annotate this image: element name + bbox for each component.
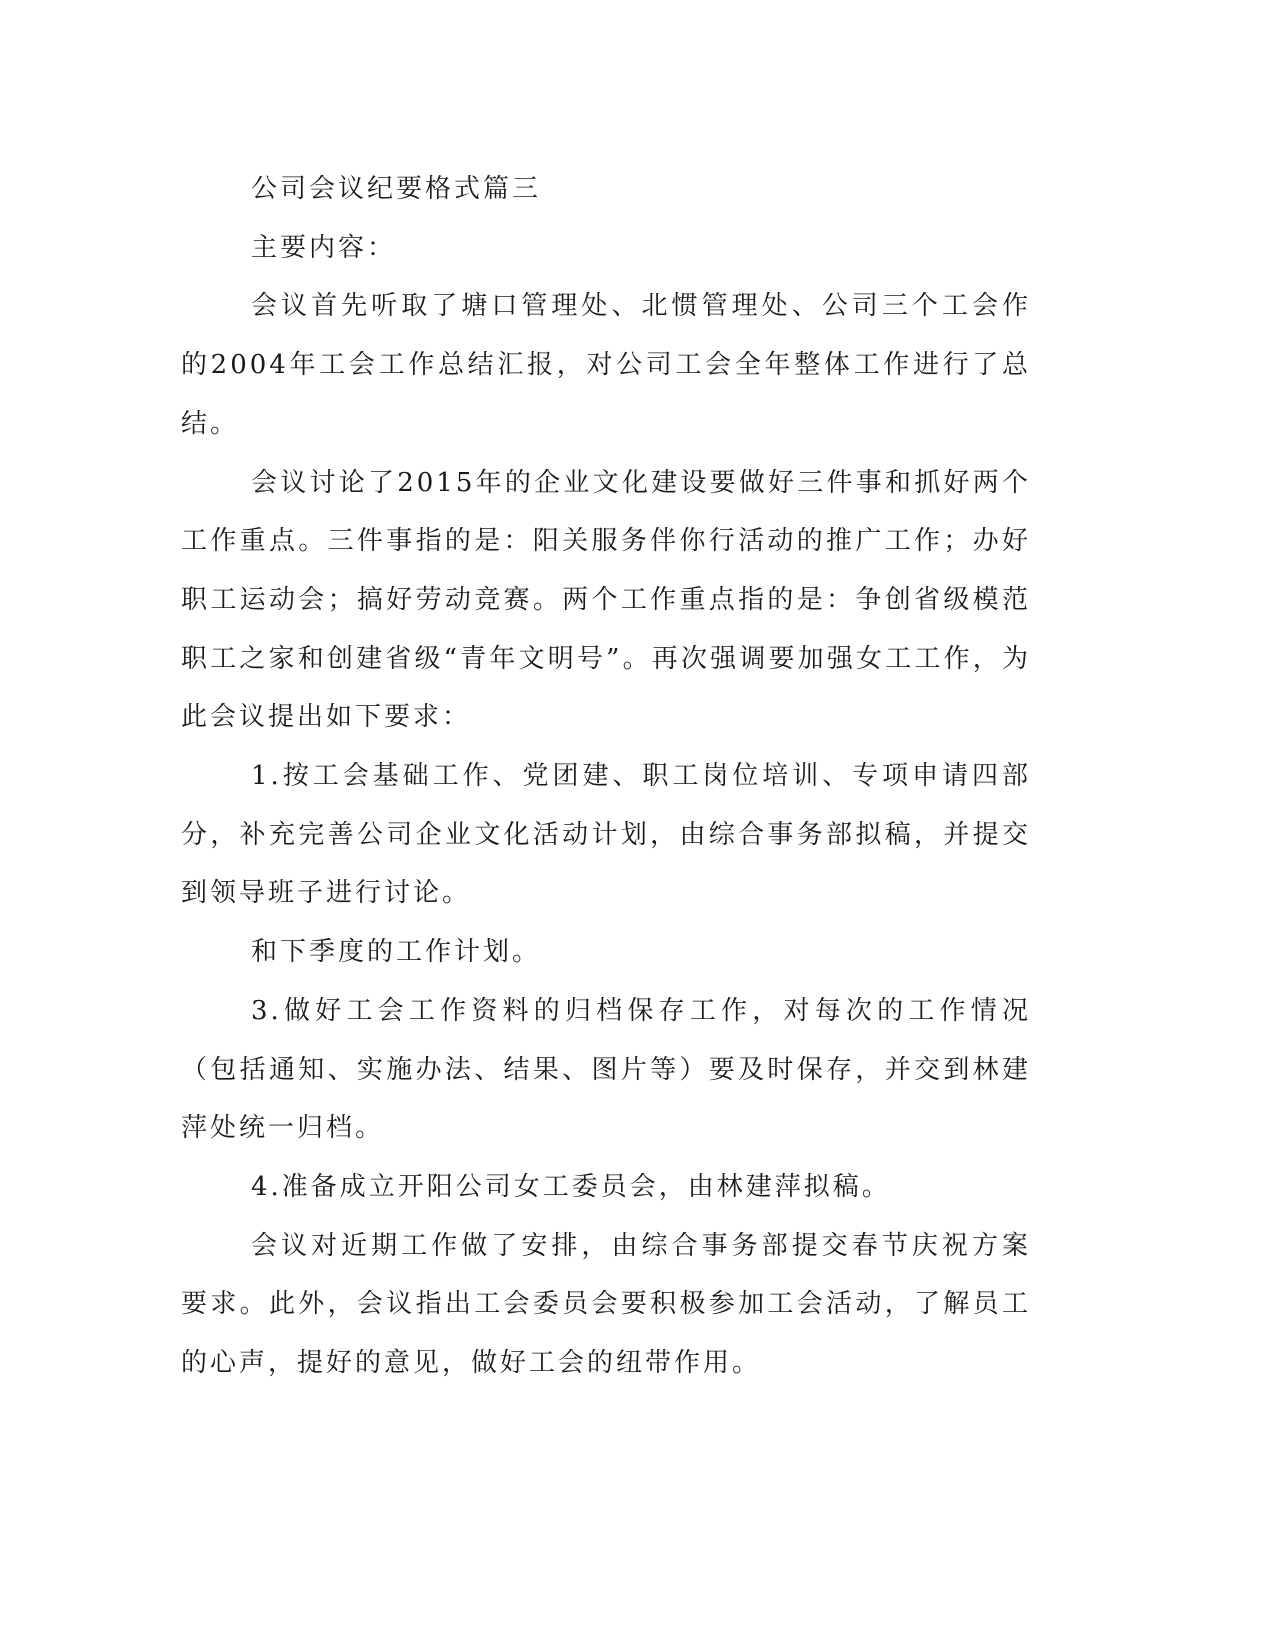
paragraph-summary-report: 会议首先听取了塘口管理处、北惯管理处、公司三个工会作的2004年工会工作总结汇报，对公司工会全年整体工作进行了总结。 (181, 291, 1031, 439)
document-title: 公司会议纪要格式篇三 (251, 174, 542, 204)
document-body (181, 160, 1031, 1393)
paragraph-requirement-4: 4.准备成立开阳公司女工委员会，由林建萍拟稿。 (251, 1171, 891, 1202)
paragraph-recent-work: 会议对近期工作做了安排，由综合事务部提交春节庆祝方案要求。此外，会议指出工会委员会要积极参加工会活动，了解员工的心声，提好的意见，做好工会的纽带作用。 (181, 1230, 1031, 1379)
paragraph-culture-discussion: 会议讨论了2015年的企业文化建设要做好三件事和抓好两个工作重点。三件事指的是：阳关服务伴你行活动的推广工作；办好职工运动会；搞好劳动竞赛。两个工作重点指的是：争创省级模范职工之家和创建省级“青年文明号”。再次强调要加强女工工作，为此会议提出如下要求： (181, 467, 1031, 733)
paragraph-quarter-plan: 和下季度的工作计划。 (251, 937, 542, 968)
section-heading: 主要内容： (251, 232, 397, 263)
paragraph-requirement-1: 1.按工会基础工作、党团建、职工岗位培训、专项申请四部分，补充完善公司企业文化活动计划，由综合事务部拟稿，并提交到领导班子进行讨论。 (181, 761, 1031, 909)
paragraph-requirement-3: 3.做好工会工作资料的归档保存工作，对每次的工作情况（包括通知、实施办法、结果、图片等）要及时保存，并交到林建萍处统一归档。 (181, 995, 1031, 1144)
